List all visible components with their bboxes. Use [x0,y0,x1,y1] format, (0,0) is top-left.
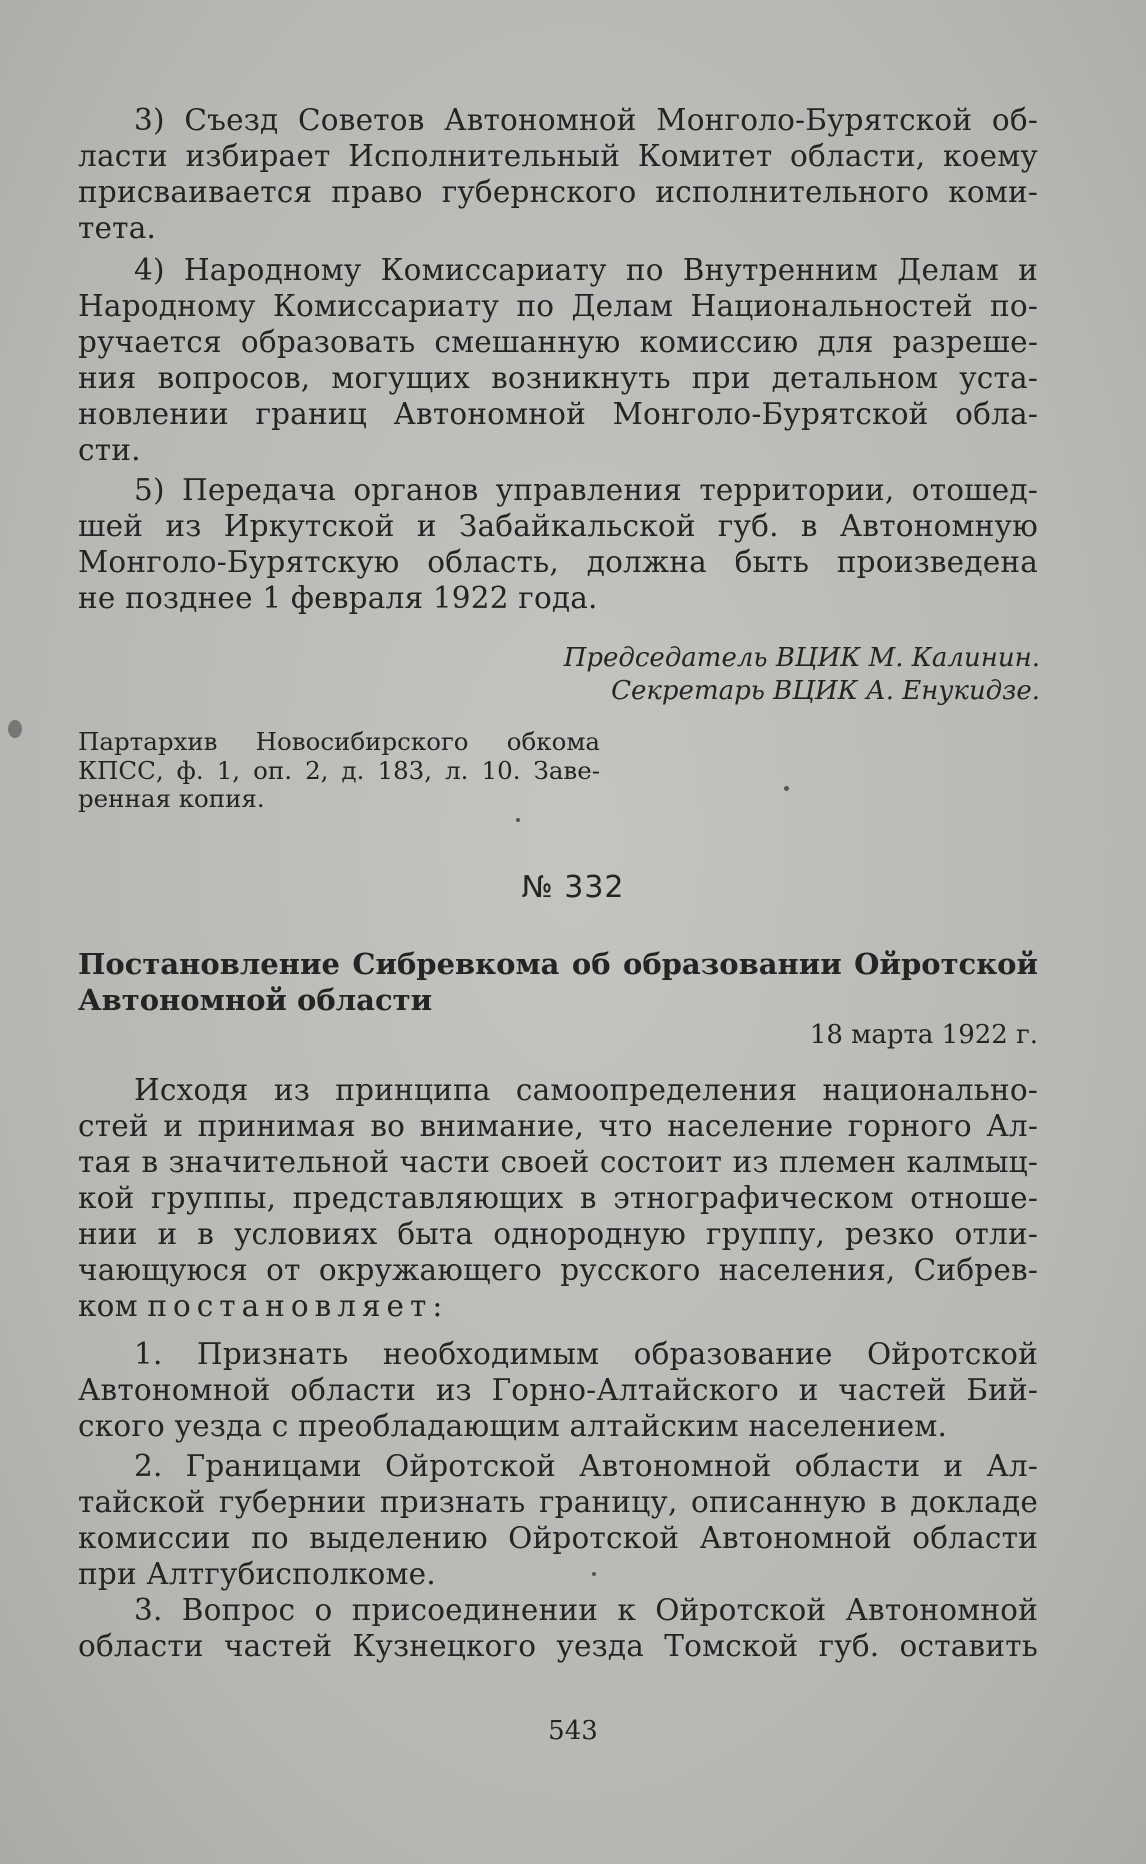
text-line: комиссии по выделению Ойротской Автономной области [78,1521,1038,1555]
text-line: Народному Комиссариату по Делам Национальностей по- [78,289,1038,323]
print-speck [516,818,520,822]
text-line: не позднее 1 февраля 1922 года. [78,581,598,615]
text-line: стей и принимая во внимание, что население горного Ал- [78,1109,1038,1143]
print-speck [8,720,22,738]
title-line: Автономной области [78,983,433,1017]
print-speck [784,786,789,791]
text-line: ручается образовать смешанную комиссию для разреше- [78,325,1038,359]
archive-line: ренная копия. [78,784,265,813]
signatures [440,642,1040,708]
text-line: новлении границ Автономной Монголо-Бурятской обла- [78,397,1038,431]
archive-line: Партархив Новосибирского обкома [78,727,600,756]
text-line: 3) Съезд Советов Автономной Монголо-Бурятской об- [134,103,1038,137]
archive-note [78,728,600,814]
text-line: присваивается право губернского исполнительного коми- [78,175,1038,209]
text-line: ния вопросов, могущих возникнуть при детальном уста- [78,361,1038,395]
text-line: тайской губернии признать границу, описанную в докладе [78,1485,1038,1519]
text-line: Исходя из принципа самоопределения национально- [134,1073,1038,1107]
print-speck [592,1572,596,1576]
page-number: 543 [548,1716,598,1746]
paragraph-5 [78,472,1038,616]
document-number: № 332 [521,870,625,905]
signature-secretary: Секретарь ВЦИК А. Енукидзе. [611,676,1040,706]
item-1 [78,1336,1038,1444]
text-line: 1. Признать необходимым образование Ойротской [134,1337,1038,1371]
text-line: кой группы, представляющих в этнографическом отноше- [78,1181,1038,1215]
body-intro [78,1072,1038,1324]
item-2 [78,1448,1038,1592]
resolution-keyword: постановляет: [147,1289,449,1323]
text-line: сти. [78,433,141,467]
text-line: шей из Иркутской и Забайкальской губ. в Автономную [78,509,1038,543]
text-line: при Алтгубисполкоме. [78,1557,436,1591]
text-line: 2. Границами Ойротской Автономной области и Ал- [134,1449,1038,1483]
text-line: нии и в условиях быта однородную группу, резко отли- [78,1217,1038,1251]
text-line: 4) Народному Комиссариату по Внутренним Делам и [134,253,1038,287]
document-title [78,946,1038,1018]
text-line: ского уезда с преобладающим алтайским населением. [78,1409,948,1443]
intro-prefix: ком [78,1289,138,1323]
paragraph-4 [78,252,1038,468]
text-line: тета. [78,211,157,245]
archive-line: КПСС, ф. 1, оп. 2, д. 183, л. 10. Заве- [78,755,600,785]
title-line: Постановление Сибревкома об образовании Ойротской [78,947,1038,981]
item-3 [78,1592,1038,1664]
text-line: 3. Вопрос о присоединении к Ойротской Автономной [134,1593,1038,1627]
text-line [78,1288,1038,1324]
signature-chairman: Председатель ВЦИК М. Калинин. [563,643,1040,673]
document-date: 18 марта 1922 г. [809,1020,1038,1050]
paragraph-3 [78,102,1038,246]
text-line: Монголо-Бурятскую область, должна быть произведена [78,545,1038,579]
text-line: области частей Кузнецкого уезда Томской губ. оставить [78,1629,1038,1663]
text-line: 5) Передача органов управления территории, отошед- [134,473,1038,507]
text-line: ласти избирает Исполнительный Комитет области, коему [78,139,1038,173]
text-line: тая в значительной части своей состоит из племен калмыц- [78,1145,1038,1179]
text-line: Автономной области из Горно-Алтайского и частей Бий- [78,1373,1038,1407]
text-line: чающуюся от окружающего русского населения, Сибрев- [78,1253,1038,1287]
